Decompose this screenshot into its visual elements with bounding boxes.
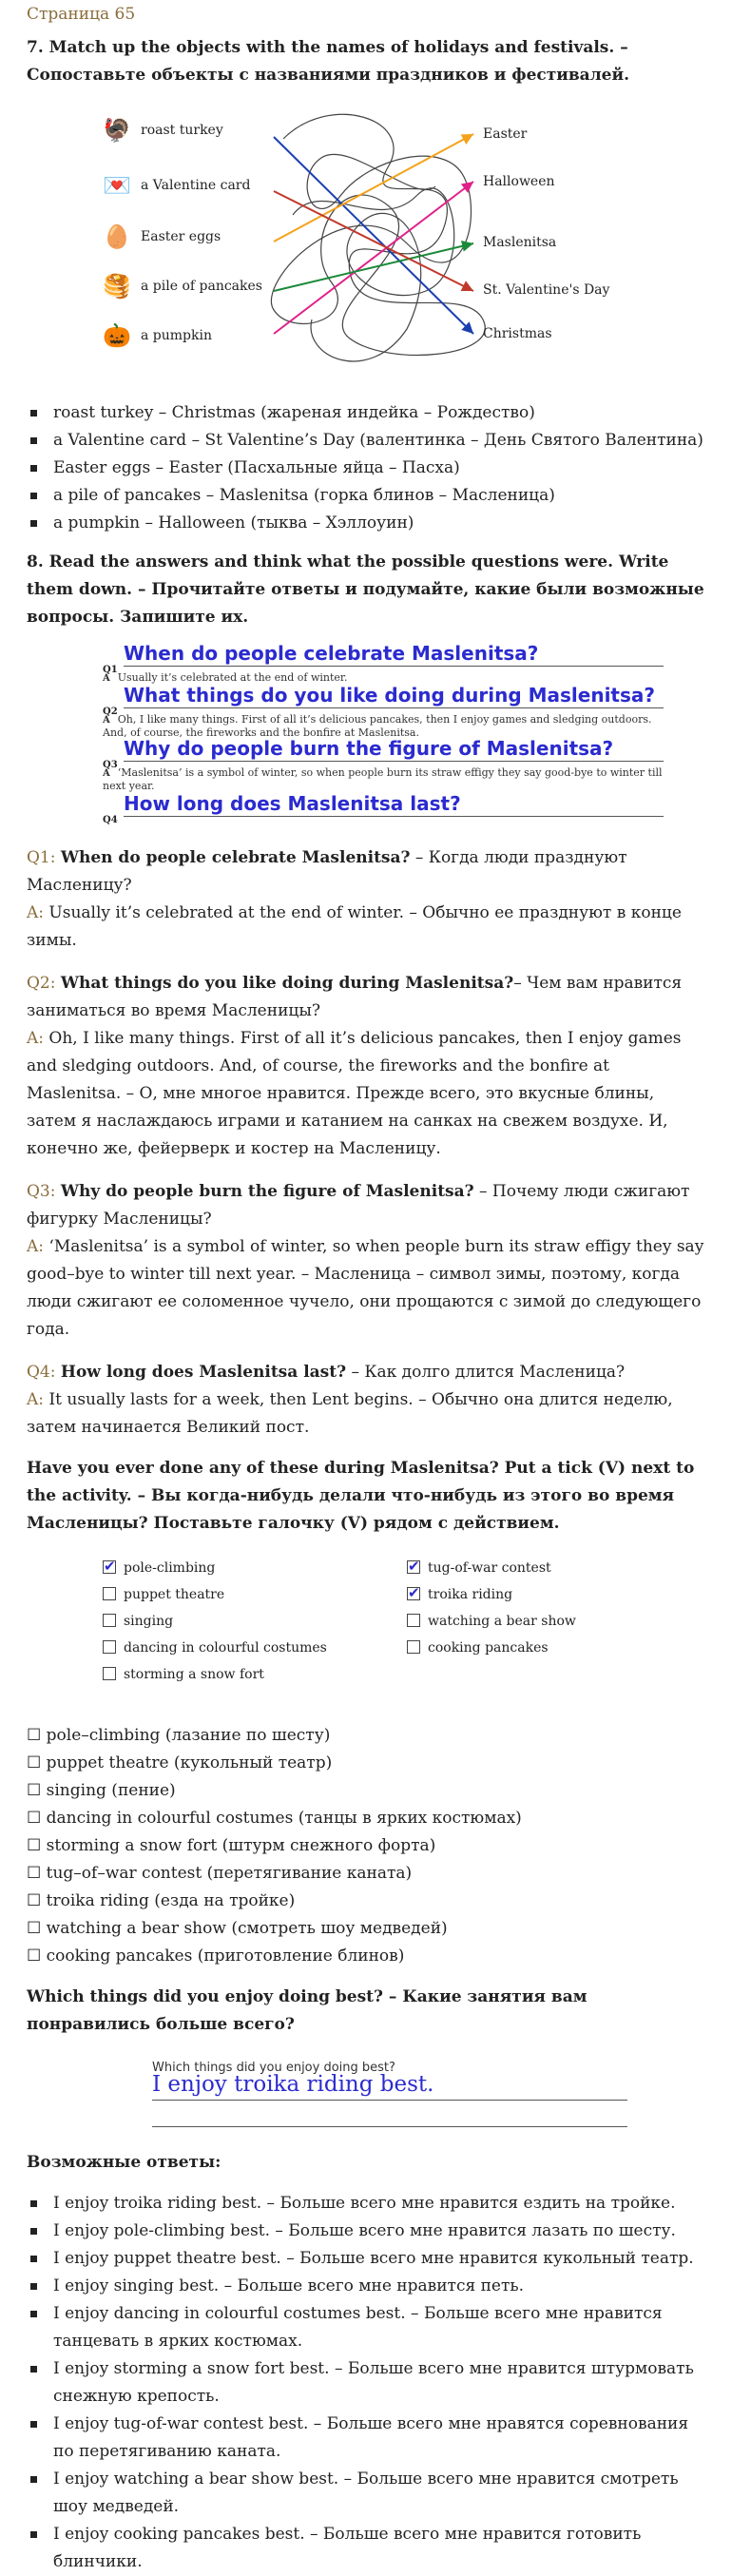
qa-handwritten-question: Why do people burn the figure of Maslenitsa? (124, 737, 614, 760)
object-pumpkin: 🎃 a pumpkin (103, 322, 212, 349)
check-snow-fort: storming a snow fort (103, 1665, 264, 1684)
enjoy-question: Which things did you enjoy doing best? (152, 2061, 395, 2075)
object-roast-turkey: 🦃 roast turkey (103, 117, 223, 144)
qa-question: Q3: Why do people burn the figure of Maslenitsa? – Почему люди сжигают фигурку Масленицы? (27, 1182, 690, 1229)
pumpkin-icon: 🎃 (103, 322, 131, 349)
list-item: I enjoy tug-of-war contest best. – Больше всего мне нравятся соревнования по перетягиванию каната. (27, 2411, 705, 2466)
list-item: ☐ storming a snow fort (штурм снежного форта) (27, 1836, 436, 1855)
checkbox-checked (407, 1587, 420, 1600)
check-dancing: dancing in colourful costumes (103, 1638, 327, 1657)
check-cooking-pancakes: cooking pancakes (407, 1638, 549, 1657)
qa-question: Q1: When do people celebrate Maslenitsa? – Когда люди празднуют Масленицу? (27, 848, 627, 895)
qa-answer-text: A: ‘Maslenitsa’ is a symbol of winter, so when people burn its straw effigy they say good–bye to winter till next year. – Масленица – символ зимы, поэтому, когда люди сжигают ее соломенное чучело, они прощаются с зимой до следующего года. (27, 1237, 704, 1339)
qa-answer-text: A: Oh, I like many things. First of all it’s delicious pancakes, then I enjoy games and sledging outdoors. And, of course, the fireworks and the bonfire at Maslenitsa. – О, мне многое нравится. Прежде всего, это вкусные блины, затем я наслаждаюсь играми и катанием на санках на свежем воздухе. И, конечно же, фейерверк и костер на Масленицу. (27, 1029, 682, 1158)
matching-illustration (103, 101, 673, 388)
qa-q-tag: Q3 (103, 760, 118, 770)
holiday-christmas: Christmas (483, 326, 552, 341)
checkbox (103, 1640, 116, 1654)
enjoy-write-line (152, 2126, 627, 2127)
enjoy-illustration (133, 2054, 627, 2136)
list-item: ☐ dancing in colourful costumes (танцы в ярких костюмах) (27, 1809, 522, 1828)
pancakes-icon: 🥞 (103, 273, 131, 300)
task7-heading: 7. Match up the objects with the names of holidays and festivals. – Сопоставьте объекты с названиями праздников и фестивалей. (27, 38, 630, 85)
qa-q-tag: Q2 (103, 707, 118, 717)
task10-answers (27, 2190, 705, 2576)
list-item: I enjoy troika riding best. – Больше всего мне нравится ездить на тройке. (27, 2190, 705, 2218)
holiday-maslenitsa: Maslenitsa (483, 235, 557, 250)
list-item: ☐ cooking pancakes (приготовление блинов) (27, 1947, 405, 1966)
valentine-card-icon: 💌 (103, 172, 131, 199)
easter-eggs-icon: 🥚 (103, 223, 131, 250)
arrow-card-valentine (274, 191, 473, 291)
qa-write-line (124, 707, 664, 708)
checkbox (103, 1667, 116, 1680)
task9-list (27, 1722, 705, 1970)
qa-pair (27, 844, 705, 955)
qa-answer-text: A: It usually lasts for a week, then Lent begins. – Обычно она длится неделю, затем начинается Великий пост. (27, 1390, 673, 1437)
qa-question: Q4: How long does Maslenitsa last? – Как долго длится Масленица? (27, 1363, 626, 1382)
checkbox (103, 1587, 116, 1600)
list-item: ☐ singing (пение) (27, 1781, 176, 1800)
check-troika: ✔troika riding (407, 1585, 512, 1604)
checkbox (103, 1614, 116, 1627)
enjoy-write-line (152, 2100, 627, 2101)
list-item: Easter eggs – Easter (Пасхальные яйца – Пасха) (27, 455, 705, 482)
list-item: I enjoy puppet theatre best. – Больше всего мне нравится кукольный театр. (27, 2245, 705, 2273)
list-item: ☐ puppet theatre (кукольный театр) (27, 1753, 333, 1772)
checkbox-checked (407, 1560, 420, 1574)
qa-handwritten-question: What things do you like doing during Maslenitsa? (124, 684, 655, 707)
qa-write-line (124, 666, 664, 667)
list-item: I enjoy watching a bear show best. – Больше всего мне нравится смотреть шоу медведей. (27, 2466, 705, 2521)
task9-heading: Have you ever done any of these during Maslenitsa? Put a tick (V) next to the activity. – Вы когда-нибудь делали что-нибудь из этого во время Масленицы? Поставьте галочку (V) рядом с действием. (27, 1459, 695, 1533)
object-valentine-card: 💌 a Valentine card (103, 172, 251, 199)
list-item: a pile of pancakes – Maslenitsa (горка блинов – Масленица) (27, 482, 705, 510)
arrow-eggs-easter (274, 134, 473, 242)
list-item: I enjoy pole-climbing best. – Больше всего мне нравится лазать по шесту. (27, 2218, 705, 2245)
arrow-pumpkin-halloween (274, 182, 473, 334)
qa-write-line (124, 761, 664, 762)
list-item: ☐ troika riding (езда на тройке) (27, 1891, 296, 1910)
qa-pair (27, 1178, 705, 1344)
qa-answer: A ‘Maslenitsa’ is a symbol of winter, so when people burn its straw effigy they say good-bye to winter till next year. (103, 766, 663, 792)
check-puppet-theatre: puppet theatre (103, 1585, 224, 1604)
check-bear-show: watching a bear show (407, 1612, 576, 1631)
qa-handwritten-question: When do people celebrate Maslenitsa? (124, 642, 539, 665)
object-pancakes: 🥞 a pile of pancakes (103, 273, 262, 300)
qa-illustration (103, 643, 664, 829)
check-singing: singing (103, 1612, 173, 1631)
arrow-turkey-christmas (274, 137, 473, 334)
list-item: ☐ watching a bear show (смотреть шоу медведей) (27, 1919, 448, 1938)
check-pole-climbing: ✔pole-climbing (103, 1559, 215, 1578)
qa-q-tag: Q1 (103, 665, 118, 675)
list-item: ☐ pole–climbing (лазание по шесту) (27, 1726, 331, 1745)
list-item: roast turkey – Christmas (жареная индейка – Рождество) (27, 399, 705, 427)
qa-q-tag: Q4 (103, 815, 118, 825)
task7-answers (27, 399, 705, 537)
tangle-line (271, 114, 485, 355)
list-item: I enjoy dancing in colourful costumes best. – Больше всего мне нравится танцевать в ярких костюмах. (27, 2300, 705, 2355)
holiday-st-valentines: St. Valentine's Day (483, 282, 610, 298)
checklist-illustration (103, 1549, 673, 1722)
page-label: Страница 65 (27, 5, 136, 24)
qa-handwritten-question: How long does Maslenitsa last? (124, 792, 461, 815)
object-easter-eggs: 🥚 Easter eggs (103, 223, 222, 250)
task8-heading: 8. Read the answers and think what the possible questions were. Write them down. – Прочитайте ответы и подумайте, какие были возможные вопросы. Запишите их. (27, 552, 704, 627)
qa-write-line (124, 816, 664, 817)
list-item: I enjoy storming a snow fort best. – Больше всего мне нравится штурмовать снежную крепость. (27, 2355, 705, 2411)
list-item: a Valentine card – St Valentine’s Day (валентинка – День Святого Валентина) (27, 427, 705, 455)
list-item: I enjoy singing best. – Больше всего мне нравится петь. (27, 2273, 705, 2300)
checkbox (407, 1640, 420, 1654)
qa-pair (27, 970, 705, 1163)
qa-answer: A Oh, I like many things. First of all it’s delicious pancakes, then I enjoy games and sledging outdoors. And, of course, the fireworks and the bonfire at Maslenitsa. (103, 713, 652, 739)
check-tug-of-war: ✔tug-of-war contest (407, 1559, 551, 1578)
holiday-halloween: Halloween (483, 174, 555, 189)
possible-answers-heading: Возможные ответы: (27, 2153, 222, 2172)
list-item: ☐ tug–of–war contest (перетягивание каната) (27, 1864, 413, 1883)
qa-question: Q2: What things do you like doing during Maslenitsa?– Чем вам нравится заниматься во время Масленицы? (27, 974, 683, 1020)
qa-pair (27, 1359, 705, 1442)
qa-answer: A Usually it’s celebrated at the end of winter. (103, 671, 348, 684)
list-item: I enjoy cooking pancakes best. – Больше всего мне нравится готовить блинчики. (27, 2521, 705, 2576)
checkbox (407, 1614, 420, 1627)
task10-heading: Which things did you enjoy doing best? – Какие занятия вам понравились больше всего? (27, 1987, 588, 2034)
enjoy-handwritten-answer: I enjoy troika riding best. (152, 2072, 434, 2097)
list-item: a pumpkin – Halloween (тыква – Хэллоуин) (27, 510, 705, 537)
turkey-icon: 🦃 (103, 117, 131, 144)
checkbox-checked (103, 1560, 116, 1574)
qa-answer-text: A: Usually it’s celebrated at the end of winter. – Обычно ее празднуют в конце зимы. (27, 903, 682, 950)
holiday-easter: Easter (483, 126, 528, 142)
